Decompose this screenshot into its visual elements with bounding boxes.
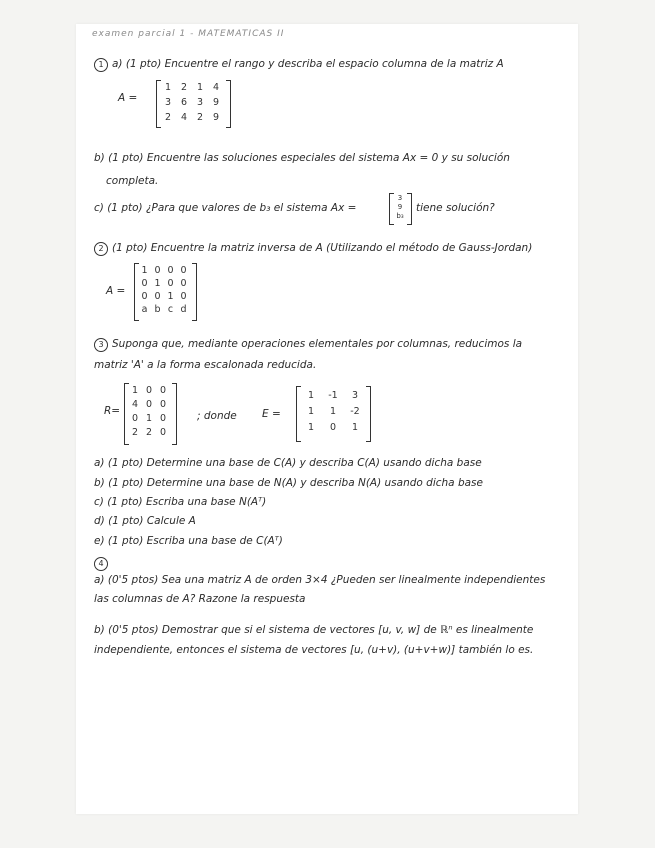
matrix-cell: 4 [180, 112, 188, 123]
q3-statement-line1 [94, 338, 522, 352]
matrix-cell: 9 [212, 97, 220, 108]
matrix-cell: -2 [350, 406, 360, 417]
matrix-cell: 9 [212, 112, 220, 123]
matrix-cell: 0 [180, 278, 187, 289]
matrix-cell: 1 [351, 422, 359, 433]
matrix-cell: 0 [141, 291, 148, 302]
matrix-cell: 0 [180, 265, 187, 276]
matrix-cell: 3 [196, 97, 204, 108]
matrix-cell: 1 [154, 278, 161, 289]
q3-statement-line2: matriz 'A' a la forma escalonada reducida. [94, 359, 317, 371]
right-bracket [366, 386, 371, 442]
matrix-cell: 4 [212, 82, 220, 93]
right-bracket [172, 383, 177, 445]
q4-number: 4 [94, 557, 108, 571]
q2-text: (1 pto) Encuentre la matriz inversa de A (Utilizando el método de Gauss-Jordan) [112, 242, 533, 254]
matrix-cell: 0 [159, 427, 167, 438]
matrix-cell: 1 [329, 406, 337, 417]
matrix-cell: b [154, 304, 161, 315]
matrix-cell: 0 [154, 291, 161, 302]
q4-part-a-line1: a) (0'5 ptos) Sea una matriz A de orden 3×4 ¿Pueden ser linealmente independientes [94, 574, 546, 586]
matrix-cell: -1 [328, 390, 338, 401]
matrix-cell: 1 [307, 406, 315, 417]
q3-item-b: b) (1 pto) Determine una base de N(A) y describa N(A) usando dicha base [94, 477, 483, 489]
matrix-cell: d [180, 304, 187, 315]
q4-part-b-line2: independiente, entonces el sistema de vectores [u, (u+v), (u+v+w)] también lo es. [94, 644, 534, 656]
matrix-cell: 0 [145, 385, 153, 396]
q2-statement [94, 242, 532, 256]
q3-number: 3 [94, 338, 108, 352]
q3-item-d: d) (1 pto) Calcule A [94, 515, 196, 527]
right-bracket [226, 80, 231, 128]
q3-donde: ; donde [197, 410, 237, 422]
matrix-cell: 0 [145, 399, 153, 410]
vector-cell: 9 [397, 203, 403, 211]
matrix-cell: 1 [164, 82, 172, 93]
matrix-cell: c [167, 304, 174, 315]
matrix-cell: 2 [131, 427, 139, 438]
q1-part-a [94, 58, 504, 72]
q1-c-vector [389, 193, 413, 225]
matrix-cell: 0 [329, 422, 337, 433]
matrix-cell: 0 [159, 413, 167, 424]
matrix-cell: 1 [307, 390, 315, 401]
matrix-cell: 6 [180, 97, 188, 108]
matrix-cell: 1 [307, 422, 315, 433]
matrix-cell: 0 [167, 265, 174, 276]
vector-cell: b₃ [396, 212, 404, 220]
q2-matrix-label: A = [106, 285, 126, 297]
q1-a-text: a) (1 pto) Encuentre el rango y describa el espacio columna de la matriz A [112, 58, 504, 70]
q3-item-e: e) (1 pto) Escriba una base de C(Aᵀ) [94, 535, 283, 547]
matrix-cell: 0 [159, 399, 167, 410]
q1-c-text-after: tiene solución? [416, 202, 495, 214]
q1-matrix-label: A = [118, 92, 138, 104]
matrix-cell: 1 [167, 291, 174, 302]
q4-part-b-line1: b) (0'5 ptos) Demostrar que si el sistema de vectores [u, v, w] de ℝⁿ es linealmente [94, 624, 534, 636]
matrix-cell: 3 [164, 97, 172, 108]
q1-part-b-line2: completa. [106, 175, 159, 187]
q3-item-a: a) (1 pto) Determine una base de C(A) y describa C(A) usando dicha base [94, 457, 482, 469]
matrix-cell: 3 [351, 390, 359, 401]
matrix-cell: 0 [131, 413, 139, 424]
matrix-cell: 0 [167, 278, 174, 289]
matrix-cell: 2 [164, 112, 172, 123]
q3-r-label: R= [104, 405, 121, 417]
matrix-cell: 1 [141, 265, 148, 276]
q1-part-b-line1: b) (1 pto) Encuentre las soluciones especiales del sistema Ax = 0 y su solución [94, 152, 510, 164]
right-bracket [192, 263, 197, 321]
matrix-cell: 2 [180, 82, 188, 93]
vector-cell: 3 [397, 194, 403, 202]
matrix-cell: 1 [196, 82, 204, 93]
matrix-cell: a [141, 304, 148, 315]
q2-number: 2 [94, 242, 108, 256]
matrix-cell: 2 [145, 427, 153, 438]
q3-item-c: c) (1 pto) Escriba una base N(Aᵀ) [94, 496, 267, 508]
matrix-cell: 4 [131, 399, 139, 410]
q1-part-c [94, 203, 356, 214]
q3-line1: Suponga que, mediante operaciones elementales por columnas, reducimos la [112, 338, 523, 350]
matrix-cell: 0 [159, 385, 167, 396]
matrix-cell: 1 [145, 413, 153, 424]
matrix-cell: 0 [180, 291, 187, 302]
matrix-cell: 1 [131, 385, 139, 396]
q3-e-label: E = [262, 408, 281, 420]
q4-part-a-line2: las columnas de A? Razone la respuesta [94, 593, 306, 605]
page-title: examen parcial 1 - MATEMATICAS II [92, 29, 285, 39]
matrix-cell: 0 [154, 265, 161, 276]
matrix-cell: 0 [141, 278, 148, 289]
right-bracket [407, 193, 412, 225]
q4-heading [94, 557, 112, 571]
q1-number: 1 [94, 58, 108, 72]
q1-c-text: c) (1 pto) ¿Para que valores de b₃ el sistema Ax = [94, 202, 357, 214]
matrix-cell: 2 [196, 112, 204, 123]
